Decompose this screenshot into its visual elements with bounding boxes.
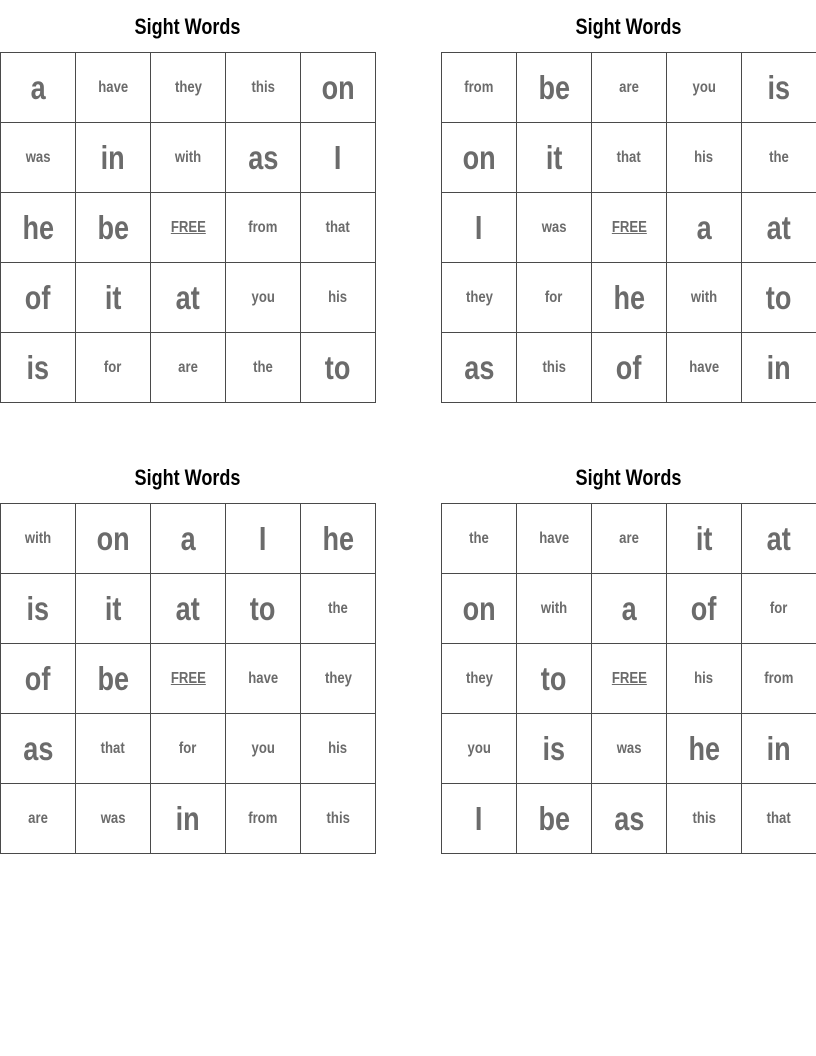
word-cell — [667, 644, 742, 714]
word-cell — [301, 263, 376, 333]
sight-word: he — [613, 278, 645, 316]
word-cell — [442, 53, 517, 123]
sight-word: on — [462, 138, 496, 176]
grid-row — [1, 333, 376, 403]
grid-row — [1, 784, 376, 854]
sight-word: the — [769, 148, 789, 166]
word-cell — [1, 333, 76, 403]
grid-row — [442, 504, 816, 574]
sight-word: are — [178, 358, 198, 376]
word-grid — [441, 503, 816, 854]
sight-word: as — [613, 799, 645, 837]
sight-word: was — [541, 218, 567, 236]
word-cell — [517, 504, 592, 574]
word-cell — [226, 193, 301, 263]
sight-word: this — [542, 358, 566, 376]
word-cell — [517, 193, 592, 263]
word-cell — [1, 504, 76, 574]
sight-word: be — [538, 68, 570, 106]
sight-word: as — [22, 729, 54, 767]
word-grid — [0, 503, 376, 854]
grid-row — [442, 53, 816, 123]
word-cell — [76, 784, 151, 854]
word-cell — [592, 53, 667, 123]
sight-word: that — [325, 218, 351, 236]
grid-row — [442, 574, 816, 644]
word-cell — [1, 123, 76, 193]
word-cell — [742, 574, 816, 644]
sight-word: be — [97, 208, 129, 246]
word-cell — [301, 574, 376, 644]
sight-word: it — [104, 278, 122, 316]
word-cell — [76, 333, 151, 403]
free-space-cell — [592, 644, 667, 714]
sight-word: from — [764, 669, 794, 687]
free-space-cell — [151, 644, 226, 714]
sight-word: a — [30, 68, 46, 106]
sight-word: I — [334, 138, 342, 176]
sight-word: was — [100, 809, 126, 827]
free-space-label: FREE — [170, 669, 206, 687]
sight-word: as — [463, 348, 495, 386]
sight-word: on — [96, 519, 130, 557]
grid-row — [442, 123, 816, 193]
word-grid — [441, 52, 816, 403]
sight-word: you — [467, 739, 491, 757]
word-cell — [667, 123, 742, 193]
grid-row — [442, 193, 816, 263]
sight-word: that — [766, 809, 792, 827]
sight-word: to — [766, 278, 792, 316]
sight-word: have — [98, 78, 128, 96]
sight-word: it — [695, 519, 713, 557]
sight-word: to — [250, 589, 276, 627]
word-cell — [517, 263, 592, 333]
word-cell — [76, 644, 151, 714]
grid-row — [1, 504, 376, 574]
sight-word: he — [688, 729, 720, 767]
grid-row — [442, 714, 816, 784]
word-cell — [517, 123, 592, 193]
word-cell — [442, 263, 517, 333]
word-cell — [1, 644, 76, 714]
grid-row — [442, 333, 816, 403]
word-cell — [592, 574, 667, 644]
word-cell — [301, 504, 376, 574]
sight-word: are — [28, 809, 48, 827]
word-cell — [742, 53, 816, 123]
word-cell — [226, 574, 301, 644]
sight-word: a — [696, 208, 712, 246]
word-cell — [667, 784, 742, 854]
word-cell — [442, 193, 517, 263]
sight-word: have — [539, 529, 569, 547]
word-cell — [1, 193, 76, 263]
sight-word: are — [619, 529, 639, 547]
word-cell — [76, 714, 151, 784]
word-cell — [442, 714, 517, 784]
word-cell — [76, 574, 151, 644]
sight-word: it — [104, 589, 122, 627]
grid-row — [442, 784, 816, 854]
word-cell — [301, 193, 376, 263]
word-cell — [1, 263, 76, 333]
sight-word: for — [104, 358, 122, 376]
word-cell — [592, 784, 667, 854]
grid-row — [1, 53, 376, 123]
sight-word: he — [22, 208, 54, 246]
sight-word: I — [259, 519, 267, 557]
sight-word: they — [174, 78, 202, 96]
sight-word: they — [324, 669, 352, 687]
word-cell — [742, 123, 816, 193]
sight-word: with — [24, 529, 52, 547]
sight-word: his — [694, 148, 714, 166]
word-cell — [1, 53, 76, 123]
sight-word: in — [175, 799, 201, 837]
word-cell — [151, 504, 226, 574]
sight-word: from — [464, 78, 494, 96]
word-cell — [301, 53, 376, 123]
grid-row — [1, 193, 376, 263]
sight-word: this — [326, 809, 350, 827]
sight-word: from — [248, 218, 278, 236]
word-cell — [667, 333, 742, 403]
word-cell — [667, 504, 742, 574]
word-cell — [226, 333, 301, 403]
sight-word: of — [616, 348, 642, 386]
grid-row — [1, 574, 376, 644]
sight-word: in — [766, 348, 792, 386]
word-cell — [151, 123, 226, 193]
sight-word: with — [540, 599, 568, 617]
sight-word: is — [542, 729, 566, 767]
sight-word: to — [325, 348, 351, 386]
sight-word: his — [694, 669, 714, 687]
sight-word: they — [465, 669, 493, 687]
sight-word: his — [328, 739, 348, 757]
word-cell — [442, 644, 517, 714]
free-space-label: FREE — [170, 218, 206, 236]
word-cell — [301, 714, 376, 784]
sight-word: in — [100, 138, 126, 176]
sight-word: are — [619, 78, 639, 96]
sight-word: at — [766, 208, 792, 246]
sight-word: I — [475, 208, 483, 246]
sight-word: with — [174, 148, 202, 166]
word-cell — [742, 263, 816, 333]
word-cell — [742, 784, 816, 854]
sight-word: at — [766, 519, 792, 557]
sight-word: a — [621, 589, 637, 627]
word-cell — [442, 333, 517, 403]
word-cell — [742, 714, 816, 784]
grid-row — [1, 644, 376, 714]
sight-word: for — [770, 599, 788, 617]
sight-word: that — [100, 739, 126, 757]
word-cell — [667, 193, 742, 263]
sight-word: to — [541, 659, 567, 697]
word-cell — [301, 784, 376, 854]
grid-row — [442, 644, 816, 714]
word-cell — [226, 53, 301, 123]
grid-row — [1, 123, 376, 193]
word-cell — [1, 714, 76, 784]
word-cell — [226, 784, 301, 854]
sight-word: be — [538, 799, 570, 837]
sight-word: this — [251, 78, 275, 96]
word-cell — [442, 574, 517, 644]
sight-word: the — [253, 358, 273, 376]
word-cell — [76, 123, 151, 193]
word-cell — [226, 714, 301, 784]
word-cell — [301, 644, 376, 714]
word-cell — [592, 714, 667, 784]
sight-word: on — [321, 68, 355, 106]
grid-row — [1, 714, 376, 784]
sight-word: you — [251, 739, 275, 757]
word-cell — [442, 123, 517, 193]
word-cell — [592, 504, 667, 574]
sight-word: as — [247, 138, 279, 176]
grid-row — [1, 263, 376, 333]
sight-word: that — [616, 148, 642, 166]
sight-word: I — [475, 799, 483, 837]
word-cell — [742, 193, 816, 263]
word-cell — [151, 333, 226, 403]
word-cell — [592, 263, 667, 333]
word-cell — [76, 263, 151, 333]
grid-row — [442, 263, 816, 333]
word-cell — [742, 644, 816, 714]
word-cell — [226, 644, 301, 714]
word-cell — [517, 714, 592, 784]
word-cell — [151, 53, 226, 123]
free-space-label: FREE — [611, 218, 647, 236]
sight-word: be — [97, 659, 129, 697]
sight-word: they — [465, 288, 493, 306]
sight-word: for — [545, 288, 563, 306]
card-title: Sight Words — [575, 465, 682, 490]
word-cell — [517, 333, 592, 403]
word-cell — [301, 333, 376, 403]
sight-word: you — [251, 288, 275, 306]
sight-word: of — [25, 659, 51, 697]
word-cell — [592, 333, 667, 403]
sight-word: it — [545, 138, 563, 176]
word-cell — [742, 504, 816, 574]
word-cell — [76, 53, 151, 123]
sight-word: on — [462, 589, 496, 627]
word-cell — [592, 123, 667, 193]
card-title: Sight Words — [575, 14, 682, 39]
word-cell — [517, 784, 592, 854]
word-cell — [442, 784, 517, 854]
word-cell — [442, 504, 517, 574]
word-cell — [151, 784, 226, 854]
sight-word: for — [179, 739, 197, 757]
sight-word: is — [26, 589, 50, 627]
sight-word: at — [175, 589, 201, 627]
word-cell — [151, 714, 226, 784]
sight-word: was — [25, 148, 51, 166]
word-cell — [667, 714, 742, 784]
word-cell — [76, 504, 151, 574]
card-title: Sight Words — [134, 14, 241, 39]
sight-word: was — [616, 739, 642, 757]
sight-word: you — [692, 78, 716, 96]
sight-word: this — [692, 809, 716, 827]
card-title: Sight Words — [134, 465, 241, 490]
word-cell — [226, 504, 301, 574]
sight-word: with — [690, 288, 718, 306]
sight-word: in — [766, 729, 792, 767]
sight-word: his — [328, 288, 348, 306]
word-cell — [667, 263, 742, 333]
word-cell — [1, 574, 76, 644]
word-cell — [226, 263, 301, 333]
sight-word: of — [25, 278, 51, 316]
sight-word: is — [767, 68, 791, 106]
sight-word: the — [469, 529, 489, 547]
sight-word: he — [322, 519, 354, 557]
word-cell — [226, 123, 301, 193]
sight-word: of — [691, 589, 717, 627]
word-cell — [517, 53, 592, 123]
sight-word: at — [175, 278, 201, 316]
sight-word: the — [328, 599, 348, 617]
sight-word: from — [248, 809, 278, 827]
word-cell — [1, 784, 76, 854]
sight-word: have — [248, 669, 278, 687]
word-cell — [517, 574, 592, 644]
word-cell — [667, 53, 742, 123]
free-space-cell — [592, 193, 667, 263]
free-space-cell — [151, 193, 226, 263]
word-cell — [76, 193, 151, 263]
word-cell — [151, 574, 226, 644]
word-cell — [742, 333, 816, 403]
sight-word: have — [689, 358, 719, 376]
word-cell — [517, 644, 592, 714]
word-grid — [0, 52, 376, 403]
sight-word: is — [26, 348, 50, 386]
word-cell — [667, 574, 742, 644]
free-space-label: FREE — [611, 669, 647, 687]
word-cell — [301, 123, 376, 193]
sight-word: a — [180, 519, 196, 557]
word-cell — [151, 263, 226, 333]
